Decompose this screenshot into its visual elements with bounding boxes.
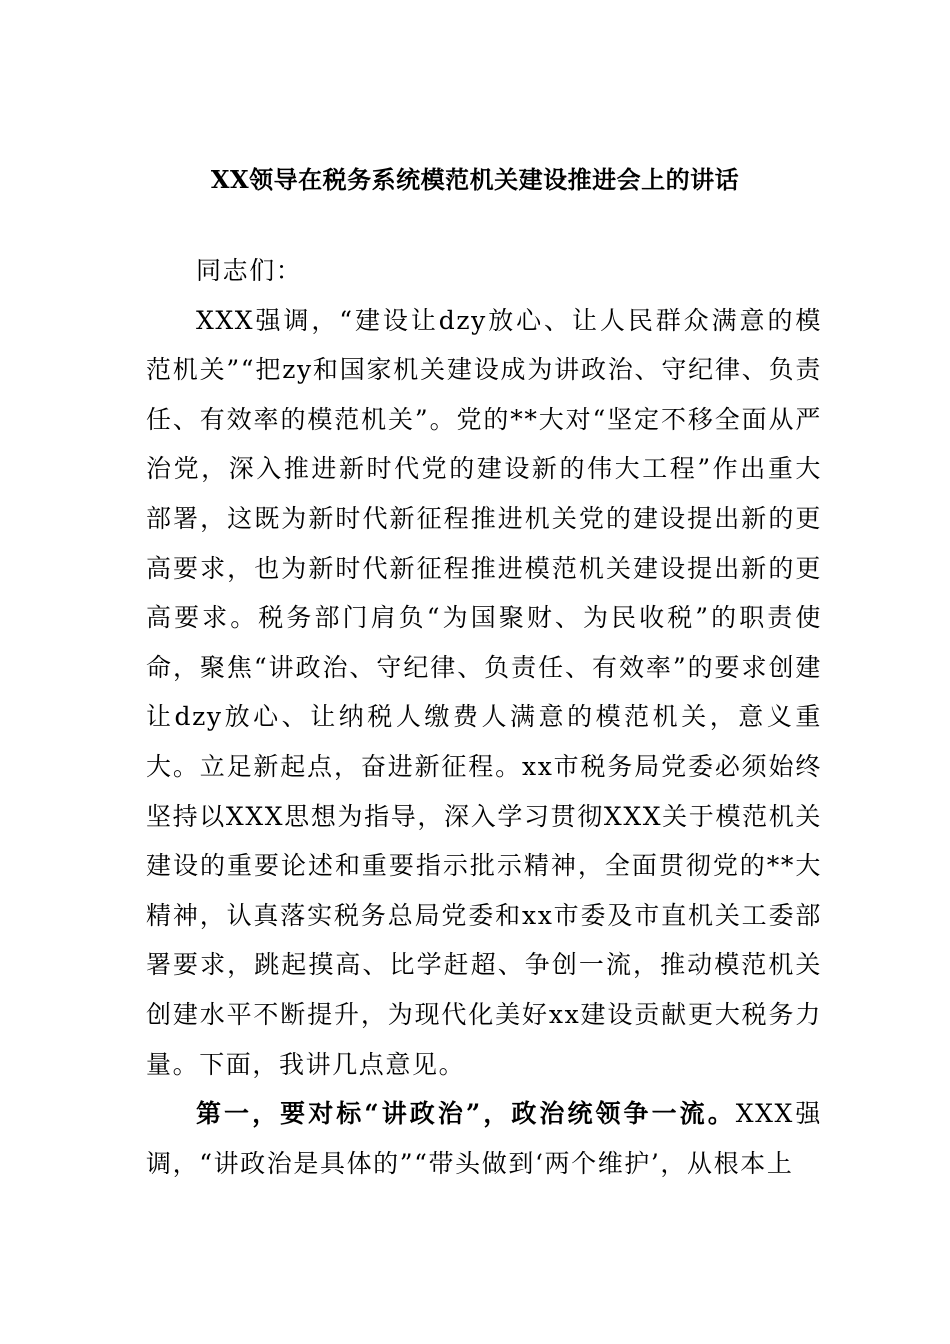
document-title: XX领导在税务系统模范机关建设推进会上的讲话: [210, 165, 740, 194]
document-body: [146, 246, 822, 1188]
paragraph-first-point: [146, 1089, 822, 1188]
paragraph-intro: XXX强调，“建设让dzy放心、让人民群众满意的模范机关”“把zy和国家机关建设成为讲政治、守纪律、负责任、有效率的模范机关”。党的**大对“坚定不移全面从严治党，深入推进新时代党的建设新的伟大工程”作出重大部署，这既为新时代新征程推进机关党的建设提出新的更高要求，也为新时代新征程推进模范机关建设提出新的更高要求。税务部门肩负“为国聚财、为民收税”的职责使命，聚焦“讲政治、守纪律、负责任、有效率”的要求创建让dzy放心、让纳税人缴费人满意的模范机关，意义重大。立足新起点，奋进新征程。xx市税务局党委必须始终坚持以XXX思想为指导，深入学习贯彻XXX关于模范机关建设的重要论述和重要指示批示精神，全面贯彻党的**大精神，认真落实税务总局党委和xx市委及市直机关工委部署要求，跳起摸高、比学赶超、争创一流，推动模范机关创建水平不断提升，为现代化美好xx建设贡献更大税务力量。下面，我讲几点意见。: [146, 305, 822, 1079]
first-point-heading: 第一，要对标“讲政治”，政治统领争一流。: [196, 1099, 736, 1129]
salutation: 同志们：: [196, 256, 303, 285]
first-point-text: XXX强调，“讲政治是具体的”“带头做到‘两个维护’，从根本上: [146, 1099, 822, 1178]
